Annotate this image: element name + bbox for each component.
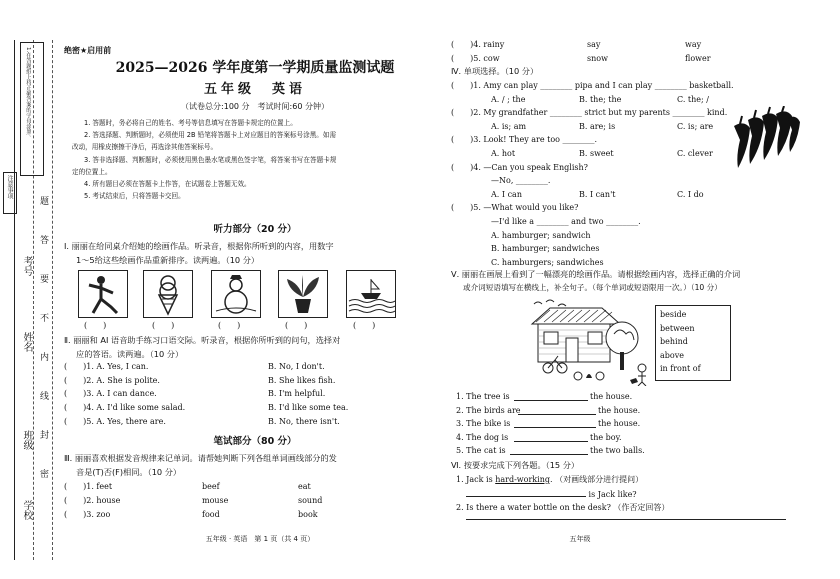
q4-option-a: A. is; am bbox=[491, 121, 527, 131]
q4-option-c: C. clever bbox=[677, 148, 713, 158]
word-bank-item: beside bbox=[660, 310, 687, 319]
q5-heading-line: 或介词短语填写在横线上，补全句子。（每个单词或短语限用一次。）（10 分） bbox=[463, 283, 722, 292]
q6-item-1-answer bbox=[466, 488, 637, 499]
q3-item bbox=[451, 52, 823, 66]
q2-item bbox=[64, 374, 444, 388]
q5-heading bbox=[451, 267, 831, 295]
q5-answer-blank[interactable] bbox=[514, 433, 588, 442]
q3-word2: beef bbox=[202, 482, 220, 491]
q6-item-2: 2. Is there a water bottle on the desk? （作否定回答） bbox=[456, 503, 670, 512]
q3-item bbox=[64, 508, 444, 522]
q5-sentence-end: the two balls. bbox=[590, 446, 645, 456]
q5-sentence-end: the house. bbox=[598, 419, 641, 429]
q5-sentence-start: 4. The dog is bbox=[456, 432, 509, 442]
q2-option-a: ( )2. A. She is polite. bbox=[64, 375, 160, 385]
q6-1-underlined: hard-working bbox=[495, 475, 550, 484]
listening-title: 听力部分（20 分） bbox=[213, 224, 297, 235]
q2-option-a: ( )4. A. I'd like some salad. bbox=[64, 403, 186, 413]
q2-option-b: B. I'd like some tea. bbox=[268, 403, 349, 413]
q5-heading-line: Ⅴ. 丽丽在画展上看到了一幅漂亮的绘画作品。请根据绘画内容，选择正确的介词 bbox=[451, 269, 741, 279]
q1-heading-line: Ⅰ. 丽丽在给同桌介绍她的绘画作品。听录音，根据你所听到的内容，用数字 bbox=[64, 241, 334, 251]
q2-item bbox=[64, 387, 444, 401]
q3-word1: ( )1. feet bbox=[64, 482, 113, 491]
seal-char: 线 bbox=[38, 391, 48, 400]
q6-1-start: 1. Jack is bbox=[456, 475, 496, 484]
q5-sentence-start: 2. The birds are bbox=[456, 405, 521, 415]
chili-peppers-icon bbox=[730, 106, 802, 176]
q4-response: —No, ________. bbox=[491, 176, 551, 186]
exam-notes bbox=[72, 117, 444, 202]
q4-items bbox=[451, 79, 751, 269]
note-line: 3. 答非选择题、判断题时，必须使用黑色墨水笔或黑色签字笔，将答案书写在答题卡规 bbox=[84, 155, 337, 164]
q4-question: ( )1. Amy can play ________ pipa and I can play ________ basketball. bbox=[451, 81, 734, 90]
q2-heading-line: 应的答语。读两遍。（10 分） bbox=[76, 349, 184, 359]
q4-option-b: B. sweet bbox=[579, 148, 614, 158]
binding-margin bbox=[0, 0, 58, 579]
q4-option-c: C. the; / bbox=[677, 94, 709, 104]
q3-word1: ( )5. cow bbox=[451, 53, 500, 63]
exam-title: 2025—2026 学年度第一学期质量监测试题 bbox=[115, 60, 395, 76]
q3-word2: food bbox=[202, 510, 220, 519]
q3-word1: ( )4. rainy bbox=[451, 40, 505, 49]
secret-mark: 绝密★启用前 bbox=[64, 46, 112, 55]
note-line: 4. 所有题目必须在答题卡上作答，在试题卷上答题无效。 bbox=[84, 180, 251, 189]
word-bank-item: in front of bbox=[660, 364, 701, 373]
q1-answer-paren[interactable]: ( ) bbox=[285, 321, 308, 330]
q3-item bbox=[64, 480, 444, 494]
q3-items bbox=[64, 480, 444, 522]
q4-option-a: A. I can bbox=[491, 189, 522, 199]
label-school: 学校 bbox=[21, 500, 32, 520]
note-line: 5. 考试结束后，只将答题卡交回。 bbox=[84, 192, 185, 201]
q2-option-b: B. I'm helpful. bbox=[268, 389, 326, 399]
q3-heading-line: 音是(T)否(F)相同。（10 分） bbox=[76, 467, 182, 477]
q5-sentence-end: the house. bbox=[598, 405, 641, 415]
q6-2-answer-blank[interactable] bbox=[466, 511, 786, 520]
label-exam-number: 考号 bbox=[21, 256, 32, 276]
q5-sentence-end: the house. bbox=[590, 392, 633, 401]
right-page-footer: 五年级 bbox=[569, 535, 591, 543]
word-bank-item: between bbox=[660, 323, 695, 333]
q3-word1: ( )3. zoo bbox=[64, 510, 111, 519]
q2-item bbox=[64, 401, 444, 415]
q2-option-b: B. She likes fish. bbox=[268, 375, 336, 385]
q3-word3: flower bbox=[685, 53, 711, 63]
q4-option-a: A. hot bbox=[491, 148, 516, 158]
q4-question: ( )4. —Can you speak English? bbox=[451, 162, 588, 172]
q4-options bbox=[451, 188, 751, 202]
q3-word3: eat bbox=[298, 482, 311, 491]
house-scene-illustration bbox=[502, 298, 654, 386]
q4-option-b: B. are; is bbox=[579, 121, 616, 131]
q6-heading: Ⅵ. 按要求完成下列各题。（15 分） bbox=[451, 460, 580, 470]
q3-word3: sound bbox=[298, 496, 323, 505]
q5-item bbox=[456, 404, 756, 418]
q1-answer-paren[interactable]: ( ) bbox=[218, 321, 241, 330]
q1-answer-paren[interactable]: ( ) bbox=[84, 321, 107, 330]
q4-option-c: C. is; are bbox=[677, 121, 714, 131]
q3-word2: snow bbox=[587, 53, 608, 63]
q3-continued bbox=[451, 38, 823, 65]
q3-word3: book bbox=[298, 510, 318, 519]
seal-char: 题 bbox=[38, 196, 48, 205]
q4-response: —I'd like a ________ and two ________. bbox=[491, 216, 641, 226]
score-time: （试卷总分:100 分 考试时间:60 分钟） bbox=[181, 102, 329, 111]
q6-1-answer-blank[interactable] bbox=[466, 488, 586, 497]
word-bank-item: behind bbox=[660, 337, 688, 346]
q3-item bbox=[451, 38, 823, 52]
q4-option-a: A. / ; the bbox=[491, 94, 526, 104]
notice-text: 1.在答题纸上将正确答案的字母涂黑。 bbox=[25, 47, 31, 141]
q2-heading bbox=[64, 333, 444, 361]
q5-sentence-start: 3. The bike is bbox=[456, 419, 511, 429]
label-class: 班级 bbox=[21, 430, 32, 450]
seal-char: 要 bbox=[38, 274, 48, 283]
q2-option-a: ( )3. A. I can dance. bbox=[64, 389, 157, 399]
q4-option-a: A. hamburger; sandwich bbox=[491, 230, 591, 240]
q3-word1: ( )2. house bbox=[64, 496, 121, 505]
q4-heading: Ⅳ. 单项选择。（10 分） bbox=[451, 66, 539, 76]
seal-char: 封 bbox=[38, 430, 48, 439]
q4-option-b: B. hamburger; sandwiches bbox=[491, 244, 600, 254]
q4-question: ( )5. —What would you like? bbox=[451, 203, 579, 213]
note-line: 定的位置上。 bbox=[72, 167, 112, 176]
q5-item bbox=[456, 417, 756, 431]
q4-question: ( )2. My grandfather ________ strict but my parents ________ kind. bbox=[451, 108, 728, 118]
potted-plant-icon bbox=[278, 270, 328, 318]
word-bank-item: above bbox=[660, 350, 684, 360]
q3-word2: say bbox=[587, 40, 601, 49]
q4-options bbox=[451, 120, 751, 134]
note-line: 2. 答选择题、判断题时，必须使用 2B 铅笔将答题卡上对应题目的答案标号涂黑。如需 bbox=[84, 131, 337, 140]
q5-items bbox=[456, 390, 756, 458]
q5-answer-blank[interactable] bbox=[518, 406, 596, 415]
q1-heading bbox=[64, 239, 444, 267]
q4-option-c: C. hamburgers; sandwiches bbox=[491, 257, 604, 267]
note-line: 1. 答题时，务必将自己的姓名、考号等信息填写在答题卡规定的位置上。 bbox=[84, 119, 297, 127]
seal-char: 答 bbox=[38, 235, 48, 244]
q4-option-b: B. the; the bbox=[579, 94, 622, 104]
snowman-icon bbox=[211, 270, 261, 318]
kungfu-figure-icon bbox=[78, 270, 128, 318]
q2-item bbox=[64, 415, 444, 429]
q5-item bbox=[456, 431, 756, 445]
q4-option-b: B. I can't bbox=[579, 189, 616, 199]
q5-sentence-end: the boy. bbox=[590, 432, 622, 442]
q2-option-a: ( )5. A. Yes, there are. bbox=[64, 416, 166, 426]
q5-answer-blank[interactable] bbox=[514, 392, 588, 401]
writing-title: 笔试部分（80 分） bbox=[213, 436, 297, 447]
q5-answer-blank[interactable] bbox=[514, 419, 596, 428]
q1-answer-paren[interactable]: ( ) bbox=[353, 321, 376, 330]
q6-item-1 bbox=[456, 474, 643, 485]
q6-1-end: is Jack like? bbox=[588, 490, 637, 499]
label-name: 姓名 bbox=[21, 332, 32, 352]
q5-item bbox=[456, 390, 756, 404]
q5-sentence-start: 5. The cat is bbox=[456, 446, 506, 456]
q2-item bbox=[64, 360, 444, 374]
q4-options bbox=[451, 93, 751, 107]
q5-answer-blank[interactable] bbox=[510, 446, 588, 455]
q3-heading-line: Ⅲ. 丽丽喜欢根据发音规律来记单词。请帮她判断下列各组单词画线部分的发 bbox=[64, 453, 337, 463]
notice-title-box bbox=[3, 172, 17, 214]
boat-on-sea-icon bbox=[346, 270, 396, 318]
q2-heading-line: Ⅱ. 丽丽和 AI 语音助手练习口语交际。听录音，根据你所听到的问句，选择对 bbox=[64, 335, 341, 345]
q3-item bbox=[64, 494, 444, 508]
q2-option-b: B. No, there isn't. bbox=[268, 416, 340, 426]
seal-char: 密 bbox=[38, 469, 48, 478]
exam-subtitle: 五年级 英语 bbox=[203, 82, 306, 97]
seal-char: 不 bbox=[38, 313, 48, 322]
q3-word3: way bbox=[685, 40, 702, 49]
word-bank bbox=[655, 305, 731, 381]
q5-item bbox=[456, 444, 756, 458]
q1-heading-line: 1～5给这些绘画作品重新排序。读两遍。（10 分） bbox=[76, 255, 260, 265]
notice-box bbox=[20, 42, 44, 176]
q4-options bbox=[451, 147, 751, 161]
q3-heading bbox=[64, 451, 444, 479]
q2-items bbox=[64, 360, 444, 429]
note-line: 改动，用橡皮擦擦干净后，再选涂其他答案标号。 bbox=[72, 143, 218, 152]
q6-1-instruction: . （对画线部分进行提问） bbox=[549, 475, 644, 484]
q2-option-a: ( )1. A. Yes, I can. bbox=[64, 362, 149, 371]
q5-sentence-start: 1. The tree is bbox=[456, 392, 510, 401]
notice-title: 注意事项 bbox=[6, 175, 13, 199]
seal-char: 内 bbox=[38, 352, 48, 361]
q2-option-b: B. No, I don't. bbox=[268, 362, 325, 371]
ice-cream-icon bbox=[143, 270, 193, 318]
margin-border-left bbox=[14, 40, 15, 560]
q4-option-c: C. I do bbox=[677, 189, 704, 199]
q1-answer-paren[interactable]: ( ) bbox=[152, 321, 175, 330]
left-page-footer: 五年级 · 英语 第 1 页（共 4 页） bbox=[205, 535, 315, 543]
q4-question: ( )3. Look! They are too ________. bbox=[451, 135, 598, 145]
seal-line bbox=[52, 40, 53, 560]
q3-word2: mouse bbox=[202, 496, 229, 505]
